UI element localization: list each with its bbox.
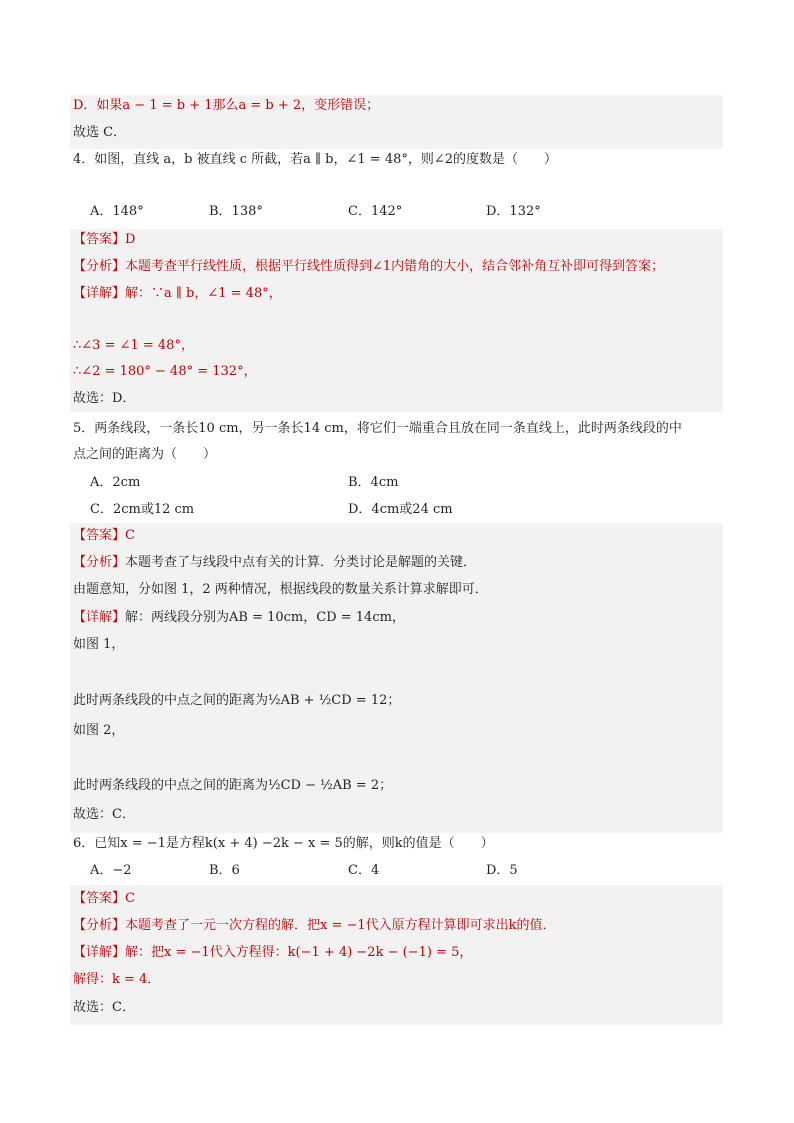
q4-option-d: D．132°: [486, 204, 541, 219]
q6-option-d: D．5: [486, 863, 518, 878]
detail-tag: 【详解】: [73, 945, 126, 960]
q6-analysis: [73, 917, 556, 935]
q5-distance-1: 此时两条线段的中点之间的距离为½AB + ½CD = 12；: [73, 693, 401, 708]
analysis-tag: 【分析】: [73, 259, 126, 274]
q5-option-d: D．4cm或24 cm: [348, 502, 453, 517]
detail-text: 解：两线段分别为AB = 10cm，CD = 14cm，: [125, 610, 405, 625]
answer-value: D: [125, 232, 136, 247]
q5-answer: [73, 527, 135, 545]
q6-option-c: C．4: [348, 863, 380, 878]
q4-answer: [73, 231, 135, 249]
q5-figure-1-label: 如图 1，: [73, 637, 125, 652]
q4-detail: [73, 285, 282, 303]
q4-answer-panel: [70, 229, 723, 412]
q5-option-b: B．4cm: [348, 475, 399, 490]
answer-value: C: [125, 891, 135, 906]
q5-analysis: [73, 554, 476, 572]
detail-text: 解：∵a ∥ b，∠1 = 48°，: [125, 286, 282, 301]
analysis-text: 本题考查平行线性质，根据平行线性质得到∠1内错角的大小，结合邻补角互补即可得到答案；: [125, 259, 665, 274]
answer-tag: 【答案】: [73, 232, 126, 247]
q4-option-b: B．138°: [209, 204, 263, 219]
answer-tag: 【答案】: [73, 528, 126, 543]
q5-detail: [73, 609, 405, 627]
q5-option-c: C．2cm或12 cm: [90, 502, 195, 517]
detail-text: 解：把x = −1代入方程得：k(−1 + 4) −2k − (−1) = 5，: [125, 945, 473, 960]
q6-detail: [73, 944, 472, 962]
q3-choose: 故选 C．: [73, 125, 127, 140]
detail-tag: 【详解】: [73, 286, 126, 301]
q5-figure-2-label: 如图 2，: [73, 723, 125, 738]
q4-choose: 故选：D．: [73, 391, 136, 406]
q6-option-a: A．−2: [90, 863, 132, 878]
q5-option-a: A．2cm: [90, 475, 141, 490]
q6-choose: 故选：C．: [73, 1000, 135, 1015]
q4-option-a: A．148°: [90, 204, 144, 219]
q4-analysis: [73, 258, 664, 276]
analysis-tag: 【分析】: [73, 918, 126, 933]
q4-stem: 4．如图，直线 a，b 被直线 c 所截，若a ∥ b，∠1 = 48°，则∠2的度数是（ ）: [73, 152, 558, 167]
q5-choose: 故选：C．: [73, 807, 135, 822]
q6-option-b: B．6: [209, 863, 240, 878]
analysis-tag: 【分析】: [73, 555, 126, 570]
q5-stem-line-2: 点之间的距离为（ ）: [73, 447, 217, 462]
analysis-text: 本题考查了一元一次方程的解．把x = −1代入原方程计算即可求出k的值．: [125, 918, 556, 933]
detail-tag: 【详解】: [73, 610, 126, 625]
q3-option-d-explanation: D．如果a − 1 = b + 1那么a = b + 2，变形错误；: [73, 98, 380, 113]
answer-tag: 【答案】: [73, 891, 126, 906]
q4-option-c: C．142°: [348, 204, 403, 219]
q5-stem-line-1: 5．两条线段，一条长10 cm，另一条长14 cm，将它们一端重合且放在同一条直线上，此时两条线段的中: [73, 421, 682, 436]
q4-detail-step-3: ∴∠2 = 180° − 48° = 132°，: [73, 364, 257, 379]
q5-analysis-2: 由题意知，分如图 1，2 两种情况，根据线段的数量关系计算求解即可．: [73, 582, 488, 597]
q6-stem: 6．已知x = −1是方程k(x + 4) −2k − x = 5的解，则k的值是（ ）: [73, 836, 494, 851]
q6-answer: [73, 890, 135, 908]
q6-detail-solution: 解得：k = 4．: [73, 972, 161, 987]
q5-distance-2: 此时两条线段的中点之间的距离为½CD − ½AB = 2；: [73, 778, 393, 793]
answer-value: C: [125, 528, 135, 543]
q4-detail-step-2: ∴∠3 = ∠1 = 48°，: [73, 338, 194, 353]
analysis-text: 本题考查了与线段中点有关的计算．分类讨论是解题的关键．: [125, 555, 477, 570]
